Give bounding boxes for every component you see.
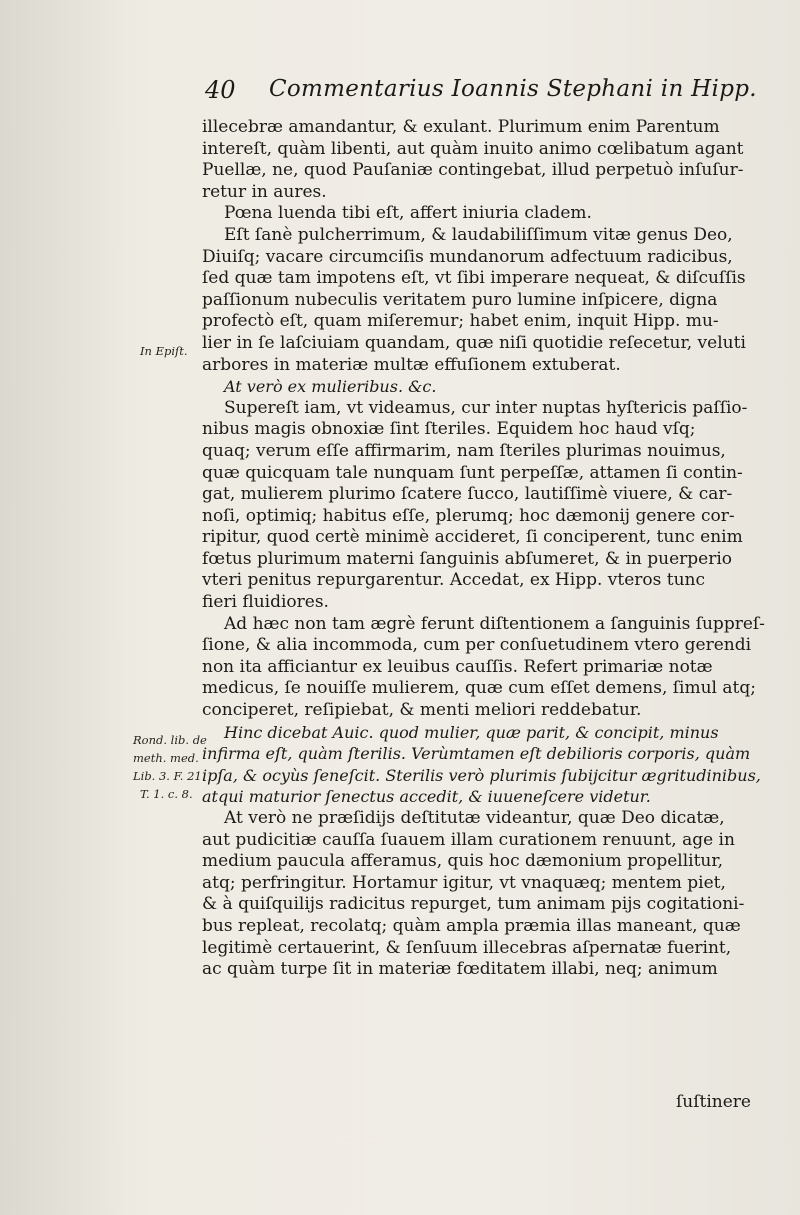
text-line: Diuiſq; vacare circumciſis mundanorum adfectuum radicibus, — [202, 246, 733, 267]
italic-line: infirma eſt, quàm ſterilis. Verùmtamen eſt debilioris corporis, quàm — [202, 744, 751, 764]
italic-line: Hinc dicebat Auic. quod mulier, quæ parit, & concipit, minus — [224, 722, 719, 742]
text-line: & à quiſquilijs radicitus repurget, tum animam pijs cogitationi- — [202, 894, 745, 915]
text-line: quaq; verum eſſe affirmarim, nam ſteriles plurimas nouimus, — [202, 440, 726, 461]
text-line: At verò ne præſidijs deſtitutæ videantur, quæ Deo dicatæ, — [224, 808, 725, 828]
text-line: fœtus plurimum materni ſanguinis abſumeret, & in puerperio — [202, 548, 733, 569]
text-line: fieri fluidiores. — [202, 592, 329, 613]
lemma-line: At verò ex mulieribus. &c. — [224, 377, 437, 397]
text-line: Supereſt iam, vt videamus, cur inter nuptas hyſtericis paſſio- — [224, 397, 748, 418]
text-line: profectò eſt, quam miſeremur; habet enim, inquit Hipp. mu- — [202, 311, 719, 332]
italic-line: ipſa, & ocyùs ſeneſcit. Sterilis verò plurimis ſubijcitur ægritudinibus, — [202, 765, 761, 785]
margin-note-rond-2: meth. med. — [133, 751, 199, 765]
margin-note-rond-3: Lib. 3. F. 21. — [133, 769, 206, 783]
text-line: lier in ſe laſciuiam quandam, quæ niſi quotidie reſecetur, veluti — [202, 332, 746, 353]
catchword: ſuſtinere — [676, 1092, 751, 1112]
text-line: Eſt ſanè pulcherrimum, & laudabiliſſimum vitæ genus Deo, — [224, 224, 733, 245]
margin-note-rond-1: Rond. lib. de — [133, 733, 207, 747]
text-line: bus repleat, recolatq; quàm ampla præmia illas maneant, quæ — [202, 915, 741, 936]
text-line: Puellæ, ne, quod Pauſaniæ contingebat, illud perpetuò inſuſur- — [202, 160, 744, 181]
text-line: retur in aures. — [202, 181, 327, 202]
italic-line: atqui maturior ſenectus accedit, & iuueneſcere videtur. — [202, 787, 651, 807]
text-line: arbores in materiæ multæ effuſionem extuberat. — [202, 354, 621, 375]
verse-line: Pœna luenda tibi eſt, affert iniuria cladem. — [224, 203, 592, 224]
margin-note-in-epist: In Epiſt. — [140, 344, 188, 358]
text-line: aut pudicitiæ cauſſa ſuauem illam curationem renuunt, age in — [202, 829, 735, 850]
text-line: medium paucula afferamus, quis hoc dæmonium propellitur, — [202, 851, 724, 872]
margin-note-rond-4: T. 1. c. 8. — [140, 787, 193, 801]
text-line: atq; perfringitur. Hortamur igitur, vt vnaquæq; mentem piet, — [202, 872, 726, 893]
text-line: ſione, & alia incommoda, cum per conſuetudinem vtero gerendi — [202, 635, 752, 656]
text-line: non ita afficiantur ex leuibus cauſſis. Refert primariæ notæ — [202, 656, 713, 677]
page-number: 40 — [205, 76, 236, 104]
page-header — [205, 76, 765, 116]
text-line: illecebræ amandantur, & exulant. Plurimum enim Parentum — [202, 117, 720, 137]
running-head: Commentarius Ioannis Stephani in Hipp. — [269, 76, 757, 102]
text-line: paſſionum nubeculis veritatem puro lumine inſpicere, digna — [202, 289, 718, 310]
text-line: medicus, ſe nouiſſe mulierem, quæ cum eſſet demens, ſimul atq; — [202, 678, 756, 699]
body-text — [202, 117, 776, 981]
page-gutter-shade — [0, 0, 130, 1215]
text-line: quæ quicquam tale nunquam ſunt perpeſſæ, attamen ſi contin- — [202, 462, 743, 483]
text-line: legitimè certauerint, & ſenſuum illecebras aſpernatæ fuerint, — [202, 937, 732, 958]
text-line: ripitur, quod certè minimè accideret, ſi conciperent, tunc enim — [202, 527, 743, 548]
text-line: noſi, optimiq; habitus eſſe, plerumq; hoc dæmonij genere cor- — [202, 505, 735, 526]
text-line: vteri penitus repurgarentur. Accedat, ex Hipp. vteros tunc — [202, 570, 706, 591]
text-line: ſed quæ tam impotens eſt, vt ſibi imperare nequeat, & diſcuſſis — [202, 268, 746, 289]
text-line: Ad hæc non tam ægrè ferunt diſtentionem a ſanguinis ſuppreſ- — [224, 613, 765, 634]
text-line: conciperet, reſipiebat, & menti meliori reddebatur. — [202, 700, 642, 721]
text-line: gat, mulierem plurimo ſcatere ſucco, lautiſſimè viuere, & car- — [202, 484, 733, 505]
text-line: nibus magis obnoxiæ ſint ſteriles. Equidem hoc haud vſq; — [202, 419, 696, 440]
text-line: ac quàm turpe ſit in materiæ fœditatem illabi, neq; animum — [202, 959, 718, 980]
text-line: intereſt, quàm libenti, aut quàm inuito animo cœlibatum agant — [202, 138, 744, 159]
